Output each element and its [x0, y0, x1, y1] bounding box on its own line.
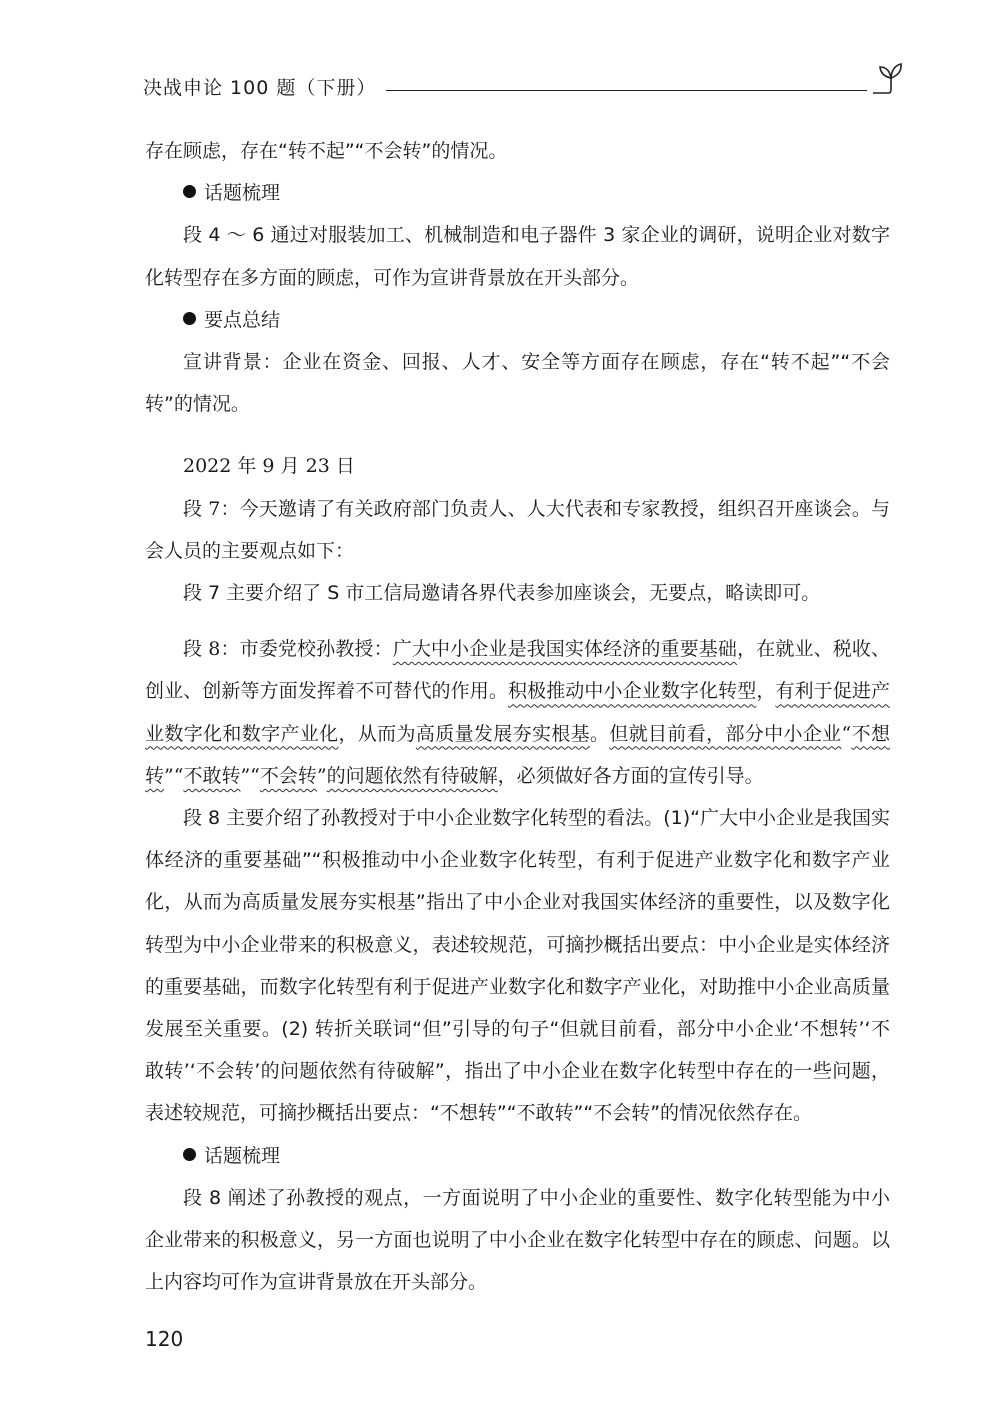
text-run: ，必须做好各方面的宣传引导。 [497, 764, 764, 787]
page-number: 120 [145, 1327, 184, 1351]
paragraph [145, 488, 890, 572]
bullet-dot-icon [183, 312, 196, 325]
text-run: ，在就业、税收、创业、创新等方面发挥着不可替代的作用。 [145, 638, 890, 703]
paragraph [145, 445, 890, 487]
bullet-dot-icon [183, 185, 196, 198]
header-rule [386, 90, 867, 91]
paragraph [145, 628, 890, 797]
text-run: 段 8：市委党校孙教授： [183, 638, 393, 661]
section-heading-text: 要点总结 [204, 308, 281, 331]
paragraph [145, 130, 890, 172]
underlined-phrase: 高质量发展夯实根基 [415, 722, 590, 745]
header-title: 决战申论 100 题（下册） [143, 77, 377, 99]
underlined-phrase: 但就目前看，部分中小企业 [609, 722, 842, 745]
underlined-phrase: 不想转 [145, 722, 890, 787]
text-run: 宣讲背景：企业在资金、回报、人才、安全等方面存在顾虑，存在“转不起”“不会转”的情况。 [145, 351, 890, 416]
text-run: ”“ [240, 764, 260, 787]
paragraph [145, 341, 890, 425]
text-run: 存在顾虑，存在“转不起”“不会转”的情况。 [145, 140, 508, 162]
sprout-icon [869, 60, 903, 100]
text-run: ” [316, 764, 327, 787]
running-header [143, 60, 903, 100]
text-run: 。 [590, 722, 610, 745]
text-run: ， [756, 680, 776, 703]
text-run: 段 7 主要介绍了 S 市工信局邀请各界代表参加座谈会，无要点，略读即可。 [183, 582, 821, 605]
text-run: 2022 年 9 月 23 日 [183, 455, 355, 478]
underlined-phrase: 积极推动中小企业数字化转型 [507, 680, 757, 703]
underlined-phrase: 有利于促进产业数字化和数字产业化 [145, 680, 890, 745]
bullet-dot-icon [183, 1148, 196, 1161]
paragraph [145, 797, 890, 1135]
underlined-phrase: 的问题依然有待破解 [326, 764, 498, 787]
underlined-phrase: 不敢转 [183, 764, 241, 787]
body-text [145, 130, 890, 1303]
section-heading [145, 172, 890, 214]
section-heading-text: 话题梳理 [204, 182, 281, 205]
text-run: 段 8 阐述了孙教授的观点，一方面说明了中小企业的重要性、数字化转型能为中小企业带来的积极意义，另一方面也说明了中小企业在数字化转型中存在的顾虑、问题。以上内容均可作为宣讲背景放在开头部分。 [145, 1186, 890, 1294]
text-run: “ [841, 722, 852, 745]
text-run: ，从而为 [338, 722, 416, 745]
spacer [145, 425, 890, 445]
spacer [145, 614, 890, 628]
paragraph [145, 572, 890, 614]
paragraph [145, 214, 890, 298]
text-run: 段 4 ～ 6 通过对服装加工、机械制造和电子器件 3 家企业的调研，说明企业对数字化转型存在多方面的顾虑，可作为宣讲背景放在开头部分。 [145, 224, 890, 289]
text-run: ”“ [164, 764, 184, 787]
underlined-phrase: 不会转 [259, 764, 317, 787]
paragraph [145, 1177, 890, 1304]
text-run: 段 7：今天邀请了有关政府部门负责人、人大代表和专家教授，组织召开座谈会。与会人员的主要观点如下： [145, 497, 890, 562]
underlined-phrase: 广大中小企业是我国实体经济的重要基础 [392, 638, 738, 661]
text-run: 段 8 主要介绍了孙教授对于中小企业数字化转型的看法。(1)“广大中小企业是我国实体经济的重要基础”“积极推动中小企业数字化转型，有利于促进产业数字化和数字产业化，从而为高质量发展夯实根基”指出了中小企业对我国实体经济的重要性，以及数字化转型为中小企业带来的积极意义，表述较规范，可摘抄概括出要点：中小企业是实体经济的重要基础，而数字化转型有利于促进产业数字化和数字产业化，对助推中小企业高质量发展至关重要。(2) 转折关联词“但”引导的句子“但就目前看，部分中小企业‘不想转’‘不敢转’‘不会转’的问题依然有待破解”，指出了中小企业在数字化转型中存在的一些问题，表述较规范，可摘抄概括出要点：“不想转”“不敢转”“不会转”的情况依然存在。 [145, 807, 890, 1125]
section-heading [145, 1135, 890, 1177]
section-heading-text: 话题梳理 [204, 1144, 281, 1167]
section-heading [145, 299, 890, 341]
